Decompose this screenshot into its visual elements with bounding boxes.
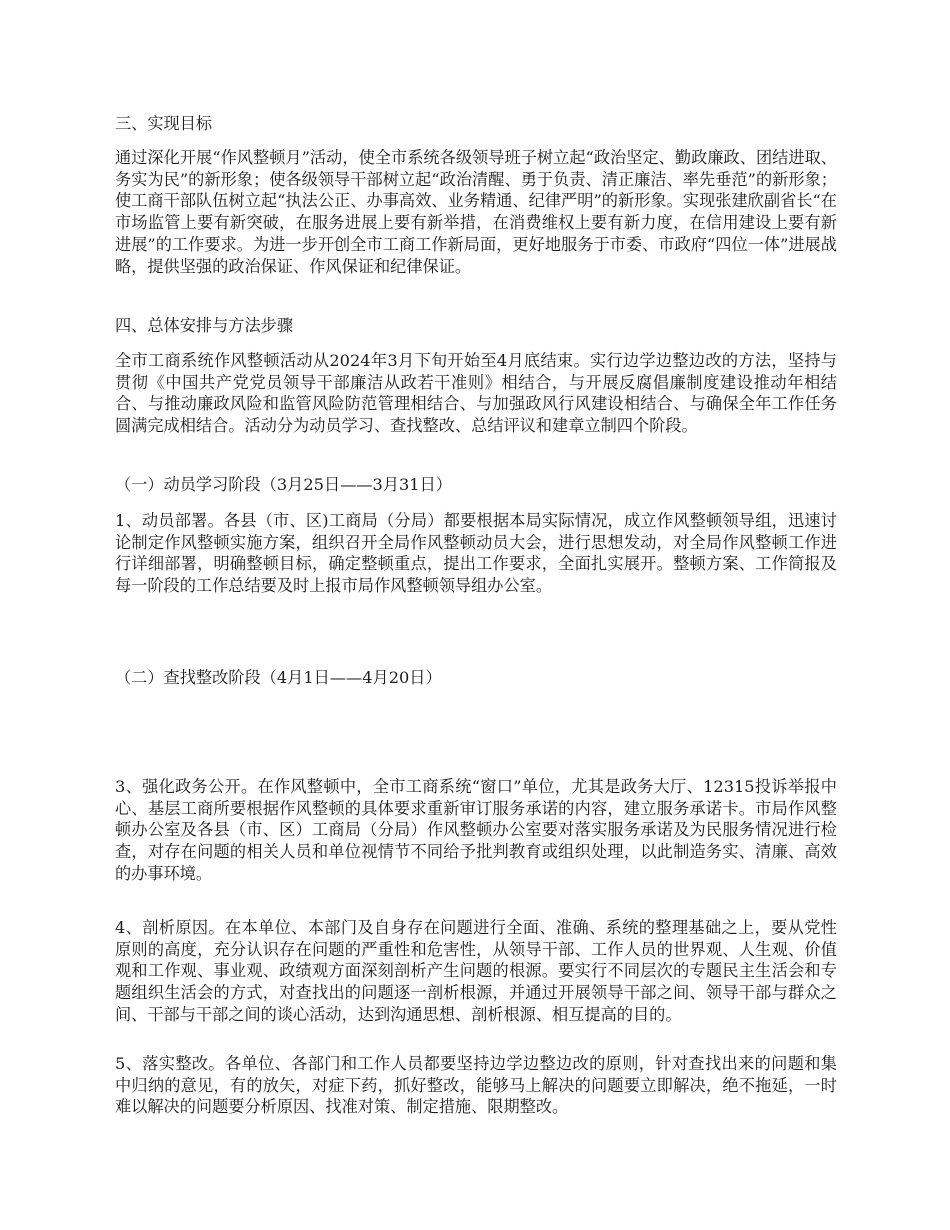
section-heading-arrangement: 四、总体安排与方法步骤 <box>115 316 294 335</box>
paragraph-mobilization-deployment: 1、动员部署。各县（市、区)工商局（分局）都要根据本局实际情况，成立作风整顿领导组，迅速讨论制定作风整顿实施方案，组织召开全局作风整顿动员大会，进行思想发动，对全局作风整顿工作进行详细部署，明确整顿目标，确定整顿重点，提出工作要求，全面扎实展开。整顿方案、工作简报及每一阶段的工作总结要及时上报市局作风整顿领导组办公室。 <box>115 511 837 596</box>
paragraph-goals: 通过深化开展“作风整顿月”活动，使全市系统各级领导班子树立起“政治坚定、勤政廉政、团结进取、务实为民”的新形象；使各级领导干部树立起“政治清醒、勇于负责、清正廉洁、率先垂范”的新形象；使工商干部队伍树立起“执法公正、办事高效、业务精通、纪律严明”的新形象。实现张建欣副省长“在市场监管上要有新突破，在服务进展上要有新举措，在消费维权上要有新力度，在信用建设上要有新进展”的工作要求。为进一步开创全市工商工作新局面，更好地服务于市委、市政府“四位一体”进展战略，提供坚强的政治保证、作风保证和纪律保证。 <box>115 148 837 276</box>
paragraph-arrangement: 全市工商系统作风整顿活动从2024年3月下旬开始至4月底结束。实行边学边整边改的方法，坚持与贯彻《中国共产党党员领导干部廉洁从政若干准则》相结合，与开展反腐倡廉制度建设推动年相结合、与推动廉政风险和监管风险防范管理相结合、与加强政风行风建设相结合、与确保全年工作任务圆满完成相结合。活动分为动员学习、查找整改、总结评议和建章立制四个阶段。 <box>115 351 837 436</box>
paragraph-cause-analysis: 4、剖析原因。在本单位、本部门及自身存在问题进行全面、准确、系统的整理基础之上，要从党性原则的高度，充分认识存在问题的严重性和危害性，从领导干部、工作人员的世界观、人生观、价值观和工作观、事业观、政绩观方面深刻剖析产生问题的根源。要实行不同层次的专题民主生活会和专题组织生活会的方式，对查找出的问题逐一剖析根源，并通过开展领导干部之间、领导干部与群众之间、干部与干部之间的谈心活动，达到沟通思想、剖析根源、相互提高的目的。 <box>115 918 837 1024</box>
paragraph-implement-rectification: 5、落实整改。各单位、各部门和工作人员都要坚持边学边整边改的原则，针对查找出来的问题和集中归纳的意见，有的放矢，对症下药，抓好整改，能够马上解决的问题要立即解决，绝不拖延，一时难以解决的问题要分析原因、找准对策、制定措施、限期整改。 <box>115 1054 837 1117</box>
section-heading-goals: 三、实现目标 <box>115 114 213 133</box>
paragraph-government-openness: 3、强化政务公开。在作风整顿中，全市工商系统“窗口”单位，尤其是政务大厅、12315投诉举报中心、基层工商所要根据作风整顿的具体要求重新审订服务承诺的内容，建立服务承诺卡。市局作风整顿办公室及各县（市、区）工商局（分局）作风整顿办公室要对落实服务承诺及为民服务情况进行检查，对存在问题的相关人员和单位视情节不同给予批判教育或组织处理，以此制造务实、清廉、高效的办事环境。 <box>115 777 837 883</box>
phase-heading-mobilization: （一）动员学习阶段（3月25日——3月31日） <box>115 475 452 494</box>
phase-heading-rectification: （二）查找整改阶段（4月1日——4月20日） <box>115 668 442 687</box>
